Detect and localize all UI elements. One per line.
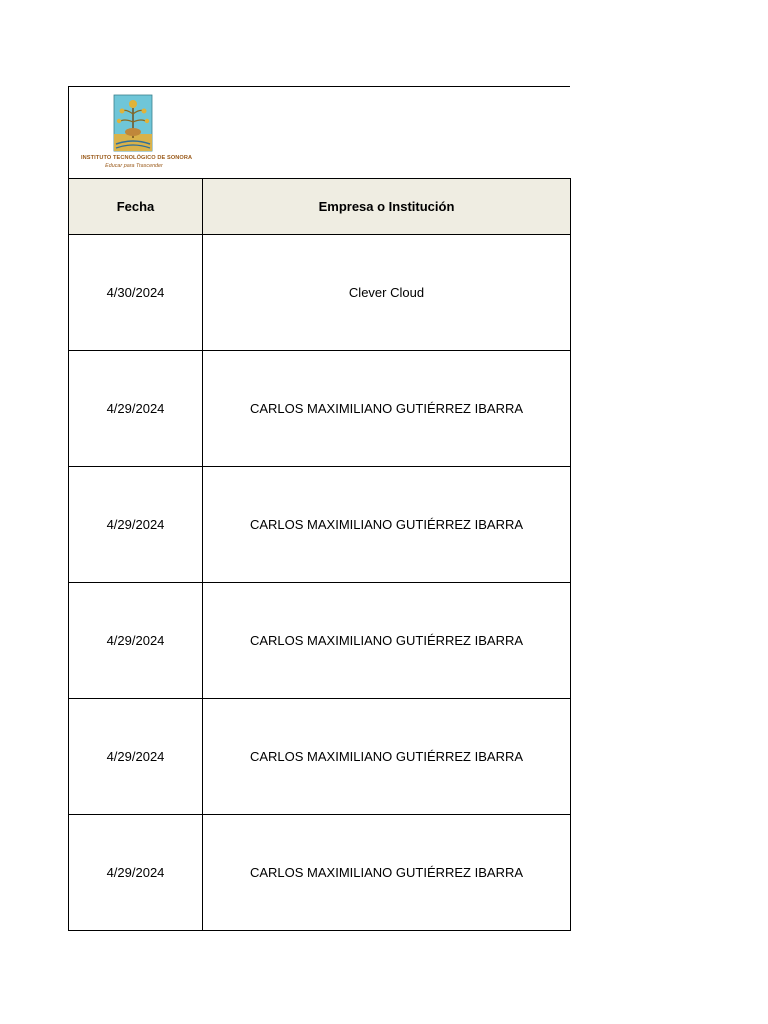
- table-header-row: [69, 179, 571, 235]
- table-row: [69, 583, 571, 699]
- logo-band: [68, 86, 570, 178]
- records-table: [68, 178, 571, 931]
- cell-fecha: 4/29/2024: [69, 699, 203, 815]
- table-row: [69, 467, 571, 583]
- institution-logo: [81, 94, 193, 174]
- table-row: [69, 235, 571, 351]
- logo-institution-name: INSTITUTO TECNOLÓGICO DE SONORA: [81, 155, 193, 161]
- cell-empresa: CARLOS MAXIMILIANO GUTIÉRREZ IBARRA: [203, 583, 571, 699]
- table-row: [69, 699, 571, 815]
- spreadsheet-sheet: [68, 86, 570, 931]
- cell-fecha: 4/30/2024: [69, 235, 203, 351]
- column-header-fecha: Fecha: [69, 179, 203, 235]
- itson-emblem-icon: [81, 94, 187, 154]
- cell-fecha: 4/29/2024: [69, 351, 203, 467]
- table-row: [69, 351, 571, 467]
- cell-empresa: CARLOS MAXIMILIANO GUTIÉRREZ IBARRA: [203, 467, 571, 583]
- cell-empresa: CARLOS MAXIMILIANO GUTIÉRREZ IBARRA: [203, 699, 571, 815]
- cell-fecha: 4/29/2024: [69, 815, 203, 931]
- cell-empresa: CARLOS MAXIMILIANO GUTIÉRREZ IBARRA: [203, 815, 571, 931]
- cell-empresa: Clever Cloud: [203, 235, 571, 351]
- cell-fecha: 4/29/2024: [69, 467, 203, 583]
- table-row: [69, 815, 571, 931]
- logo-motto: Educar para Trascender: [105, 163, 163, 169]
- cell-empresa: CARLOS MAXIMILIANO GUTIÉRREZ IBARRA: [203, 351, 571, 467]
- column-header-empresa: Empresa o Institución: [203, 179, 571, 235]
- cell-fecha: 4/29/2024: [69, 583, 203, 699]
